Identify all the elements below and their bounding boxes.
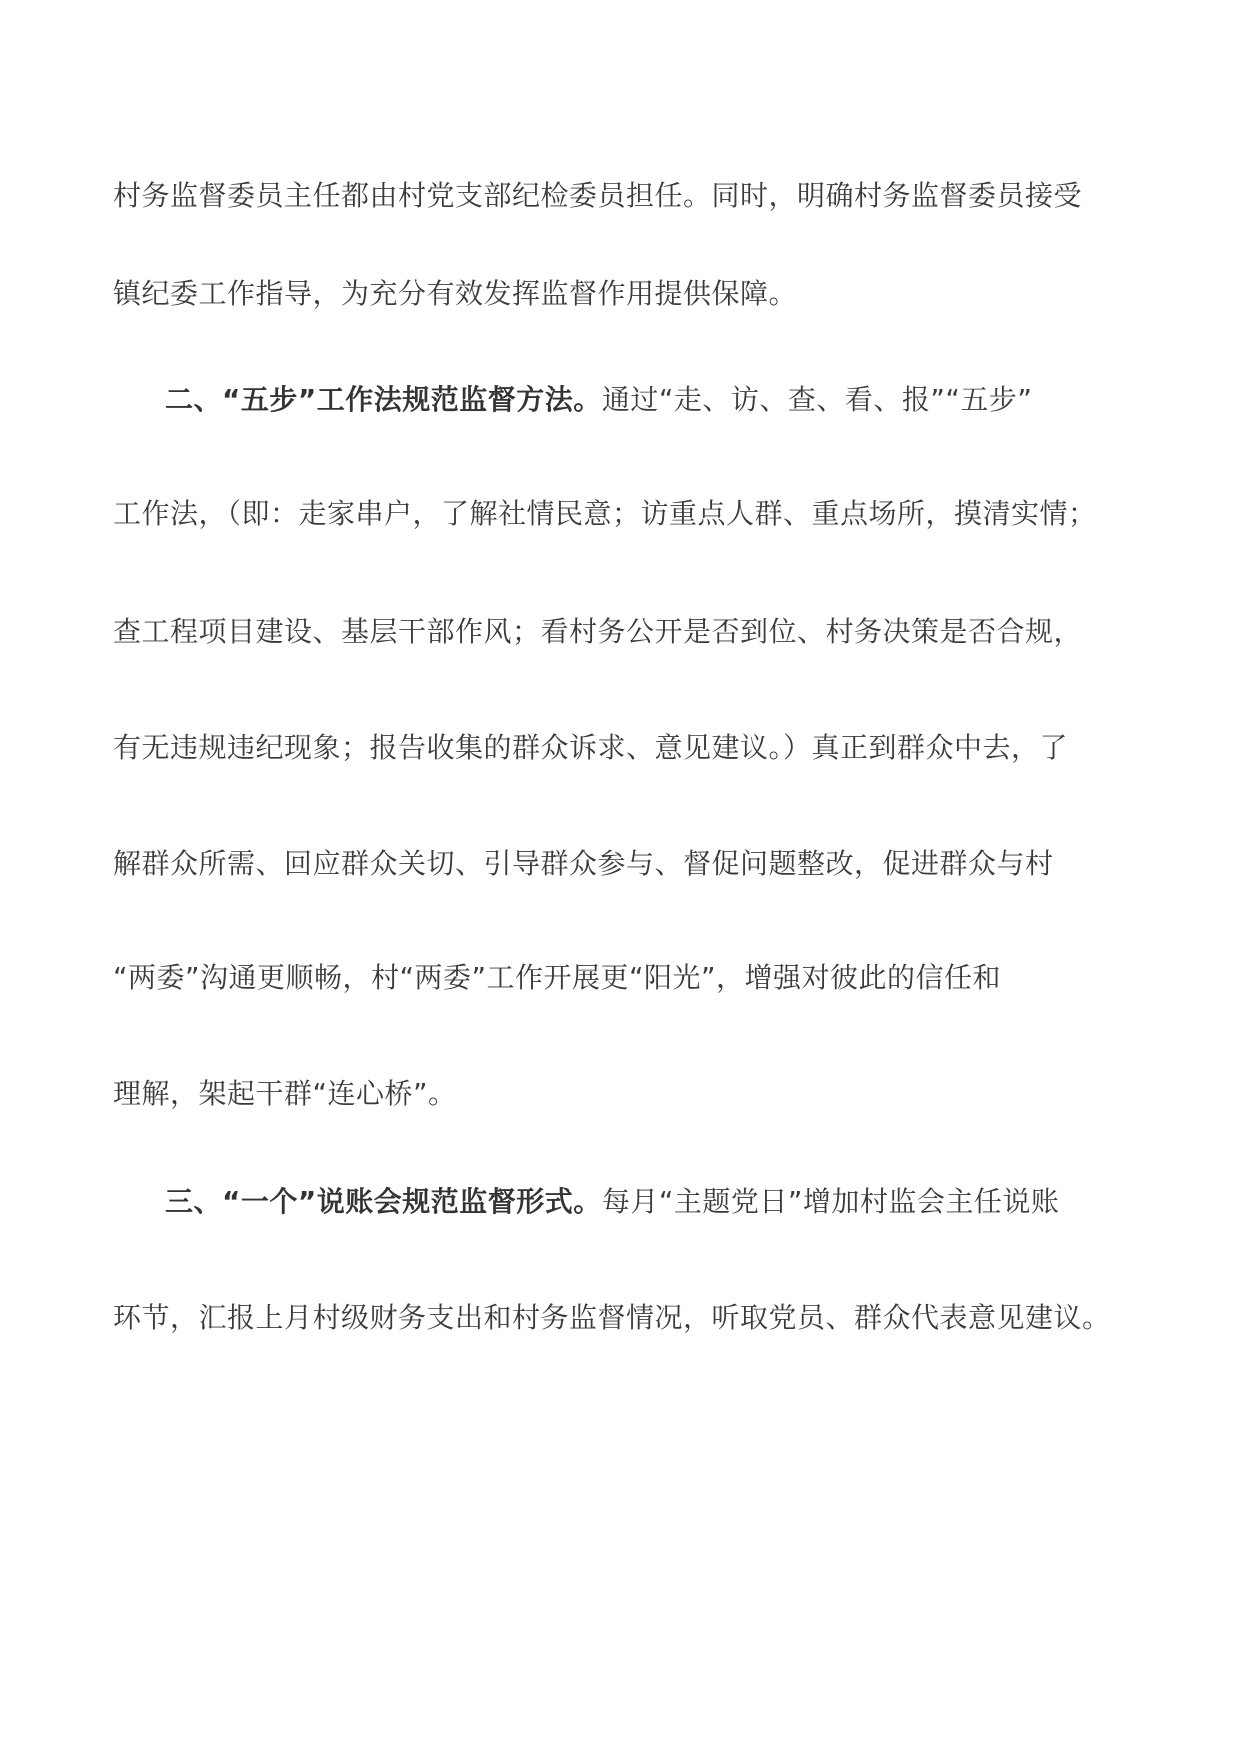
body-line [113, 958, 1153, 998]
body-line [113, 176, 1153, 216]
section-heading-line [165, 380, 1205, 420]
line-text: 每月“主题党日”增加村监会主任说账 [601, 1185, 1060, 1218]
body-line [113, 728, 1153, 768]
body-line [113, 1074, 1153, 1114]
section-heading: 三、“一个”说账会规范监督形式。 [165, 1185, 602, 1218]
body-line [113, 844, 1153, 884]
body-line [113, 612, 1153, 652]
line-text: 查工程项目建设、基层干部作风；看村务公开是否到位、村务决策是否合规， [113, 615, 1083, 648]
line-text: 通过“走、访、查、看、报”“五步” [601, 383, 1033, 416]
body-line [113, 494, 1153, 534]
section-heading-line [165, 1182, 1205, 1222]
line-text: 镇纪委工作指导，为充分有效发挥监督作用提供保障。 [113, 277, 798, 310]
line-text: 理解，架起干群“连心桥”。 [113, 1077, 457, 1110]
body-line [113, 274, 1153, 314]
line-text: 有无违规违纪现象；报告收集的群众诉求、意见建议。）真正到群众中去，了 [113, 731, 1069, 764]
line-text: 环节，汇报上月村级财务支出和村务监督情况，听取党员、群众代表意见建议。 [113, 1301, 1111, 1334]
body-line [113, 1298, 1153, 1338]
line-text: 村务监督委员主任都由村党支部纪检委员担任。同时，明确村务监督委员接受 [113, 179, 1083, 212]
line-text: 工作法，（即：走家串户，了解社情民意；访重点人群、重点场所，摸清实情； [113, 497, 1097, 530]
line-text: “两委”沟通更顺畅，村“两委”工作开展更“阳光”，增强对彼此的信任和 [113, 961, 1002, 994]
section-heading: 二、“五步”工作法规范监督方法。 [165, 383, 602, 416]
line-text: 解群众所需、回应群众关切、引导群众参与、督促问题整改，促进群众与村 [113, 847, 1054, 880]
